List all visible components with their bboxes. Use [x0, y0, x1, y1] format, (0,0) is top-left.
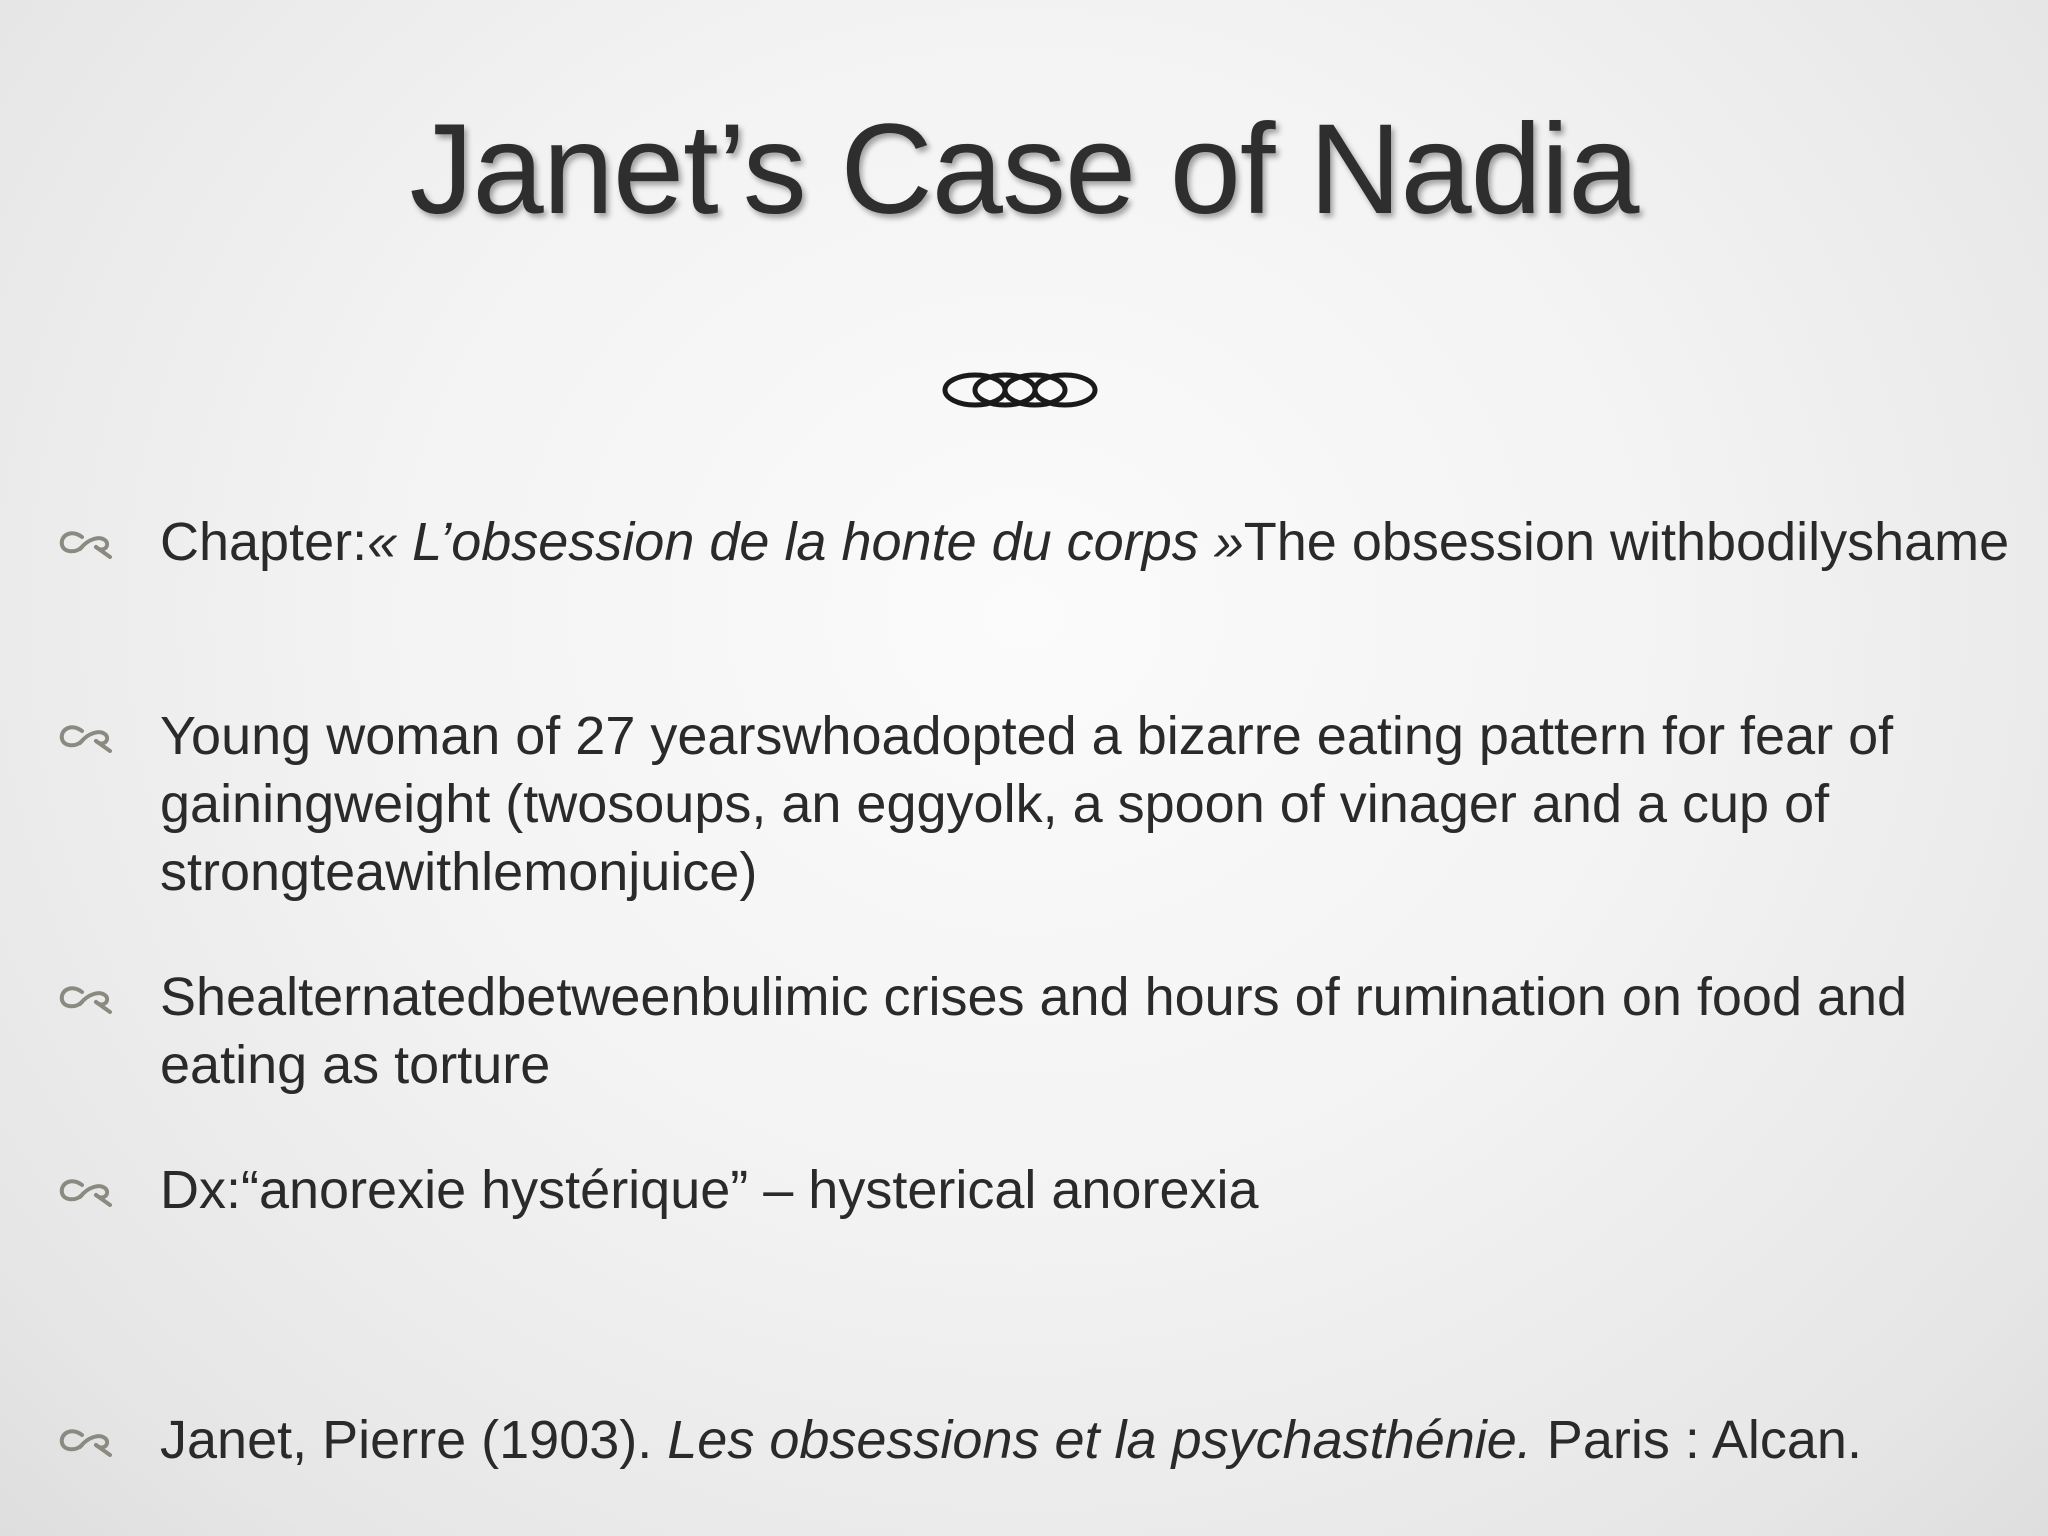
- curl-bullet-icon: [58, 1175, 114, 1207]
- bullet-text-suffix: Paris : Alcan.: [1531, 1410, 1862, 1470]
- curl-bullet-icon: [58, 721, 114, 753]
- bullet-text: Dx:“anorexie hystérique” – hysterical anorexia: [160, 1160, 1259, 1220]
- curl-bullet-icon: [58, 527, 114, 559]
- bullet-text-prefix: Janet, Pierre (1903).: [160, 1410, 668, 1470]
- bullet-text: [160, 1406, 2018, 1474]
- curl-bullet-icon: [58, 1425, 114, 1457]
- bullet-text: Shealternatedbetweenbulimic crises and hours of rumination on food and eating as torture: [160, 967, 1908, 1095]
- bullet-item: [58, 702, 2018, 906]
- bullet-text-suffix: The obsession withbodilyshame: [1243, 512, 2010, 572]
- slide-title: Janet’s Case of Nadia: [409, 98, 1639, 241]
- bullet-item: [58, 963, 2018, 1099]
- curl-bullet-icon: [58, 982, 114, 1014]
- bullet-text: Young woman of 27 yearswhoadopted a bizarre eating pattern for fear of gainingweight (twosoups, an eggyolk, a spoon of vinager and a cup of strongteawithlemonjuice): [160, 706, 1894, 902]
- bullet-item: [58, 508, 2018, 576]
- bullet-item: [58, 1156, 2018, 1224]
- bullet-text: [160, 508, 2018, 576]
- bullet-text-prefix: Chapter:: [160, 512, 368, 572]
- bullet-text-italic: « L’obsession de la honte du corps »: [367, 512, 1244, 572]
- bullet-item: [58, 1406, 2018, 1474]
- bullet-text-italic: Les obsessions et la psychasthénie.: [667, 1410, 1532, 1470]
